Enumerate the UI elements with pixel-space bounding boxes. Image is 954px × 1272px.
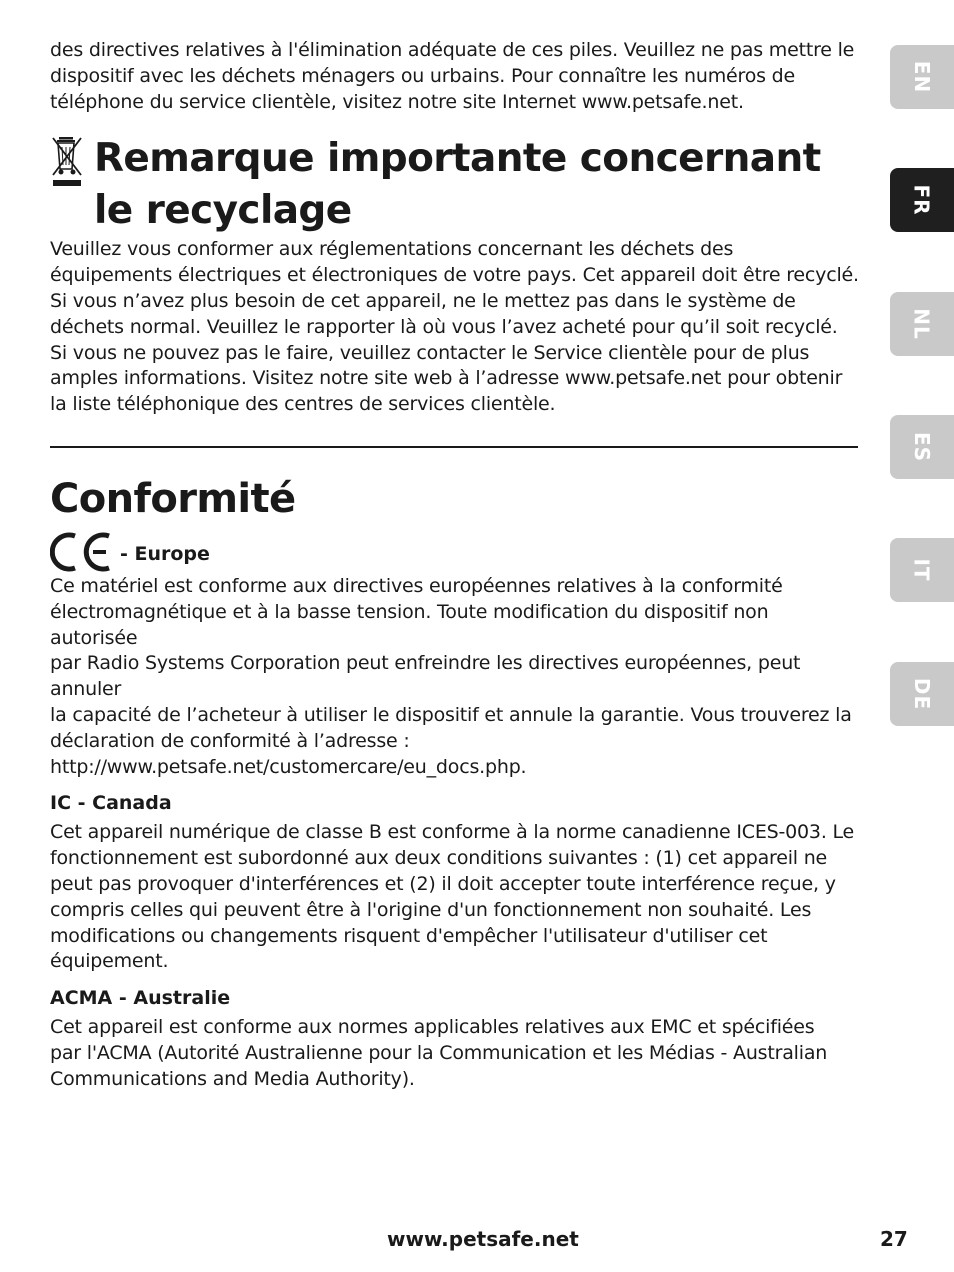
conformity-title: Conformité xyxy=(50,475,296,522)
tab-label: FR xyxy=(910,184,934,216)
canada-paragraph: Cet appareil numérique de classe B est conforme à la norme canadienne ICES-003. Le fonctionnement est subordonné aux deux conditions suivantes : (1) cet appareil ne peut pas provoquer d'interférences et (2) il doit accepter toute interférence reçue, y compris celles qui peuvent être à l'origine d'un fonctionnement non souhaité. Les modifications ou changements risquent d'empêcher l'utilisateur d'utiliser cet équipement. xyxy=(50,821,855,973)
language-tab-it[interactable] xyxy=(890,538,954,602)
page-content xyxy=(50,38,860,1093)
page-number: 27 xyxy=(880,1227,908,1251)
australia-line: par l'ACMA (Autorité Australienne pour la Communication et les Médias - Australian xyxy=(50,1041,828,1064)
intro-paragraph: des directives relatives à l'élimination adéquate de ces piles. Veuillez ne pas mettre le dispositif avec les déchets ménagers ou urbains. Pour connaître les numéros de téléphone du service clientèle, visitez notre site Internet www.petsafe.net. xyxy=(50,39,855,113)
tab-label: ES xyxy=(909,431,934,463)
europe-line: par Radio Systems Corporation peut enfreindre les directives européennes, peut annuler xyxy=(50,652,801,701)
language-tab-es[interactable] xyxy=(890,415,954,479)
recycling-paragraph: Veuillez vous conformer aux réglementations concernant les déchets des équipements électriques et électroniques de votre pays. Cet appareil doit être recyclé. Si vous n’avez plus besoin de cet appareil, ne le mettez pas dans le système de déchets normal. Veuillez le rapporter là où vous l’avez acheté pour qu’il soit recyclé. Si vous ne pouvez pas le faire, veuillez contacter le Service clientèle pour de plus amples informations. Visitez notre site web à l’adresse www.petsafe.net pour obtenir la liste téléphonique des centres de services clientèle. xyxy=(50,238,859,416)
crossed-out-wheelie-bin-icon xyxy=(50,135,86,189)
europe-line: Ce matériel est conforme aux directives européennes relatives à la conformité xyxy=(50,574,783,597)
europe-line: la capacité de l’acheteur à utiliser le dispositif et annule la garantie. Vous trouverez la xyxy=(50,703,852,726)
recycling-title-row xyxy=(50,133,860,237)
tab-label: DE xyxy=(909,677,934,711)
tab-label: NL xyxy=(909,308,934,340)
recycling-title: Remarque importante concernant le recyclage xyxy=(94,136,821,234)
language-tab-de[interactable] xyxy=(890,662,954,726)
australia-heading: ACMA - Australie xyxy=(50,987,231,1010)
australia-line: Communications and Media Authority). xyxy=(50,1067,415,1090)
section-divider xyxy=(50,446,858,448)
europe-label: - Europe xyxy=(120,542,210,565)
europe-paragraph xyxy=(50,574,860,780)
europe-line: électromagnétique et à la basse tension. Toute modification du dispositif non autorisée xyxy=(50,600,769,649)
europe-line: déclaration de conformité à l’adresse : xyxy=(50,729,410,752)
ce-europe-row xyxy=(50,530,860,574)
footer-url: www.petsafe.net xyxy=(387,1227,579,1251)
language-tab-fr[interactable] xyxy=(890,168,954,232)
eu-docs-url: http://www.petsafe.net/customercare/eu_docs.php. xyxy=(50,755,527,778)
language-tab-nl[interactable] xyxy=(890,292,954,356)
australia-line: Cet appareil est conforme aux normes applicables relatives aux EMC et spécifiées xyxy=(50,1016,815,1039)
ce-mark-icon xyxy=(50,530,116,574)
language-tabs xyxy=(890,0,954,1272)
language-tab-en[interactable] xyxy=(890,45,954,109)
tab-label: EN xyxy=(910,60,934,94)
australia-paragraph xyxy=(50,1015,860,1092)
canada-heading: IC - Canada xyxy=(50,792,172,815)
tab-label: IT xyxy=(910,558,934,582)
